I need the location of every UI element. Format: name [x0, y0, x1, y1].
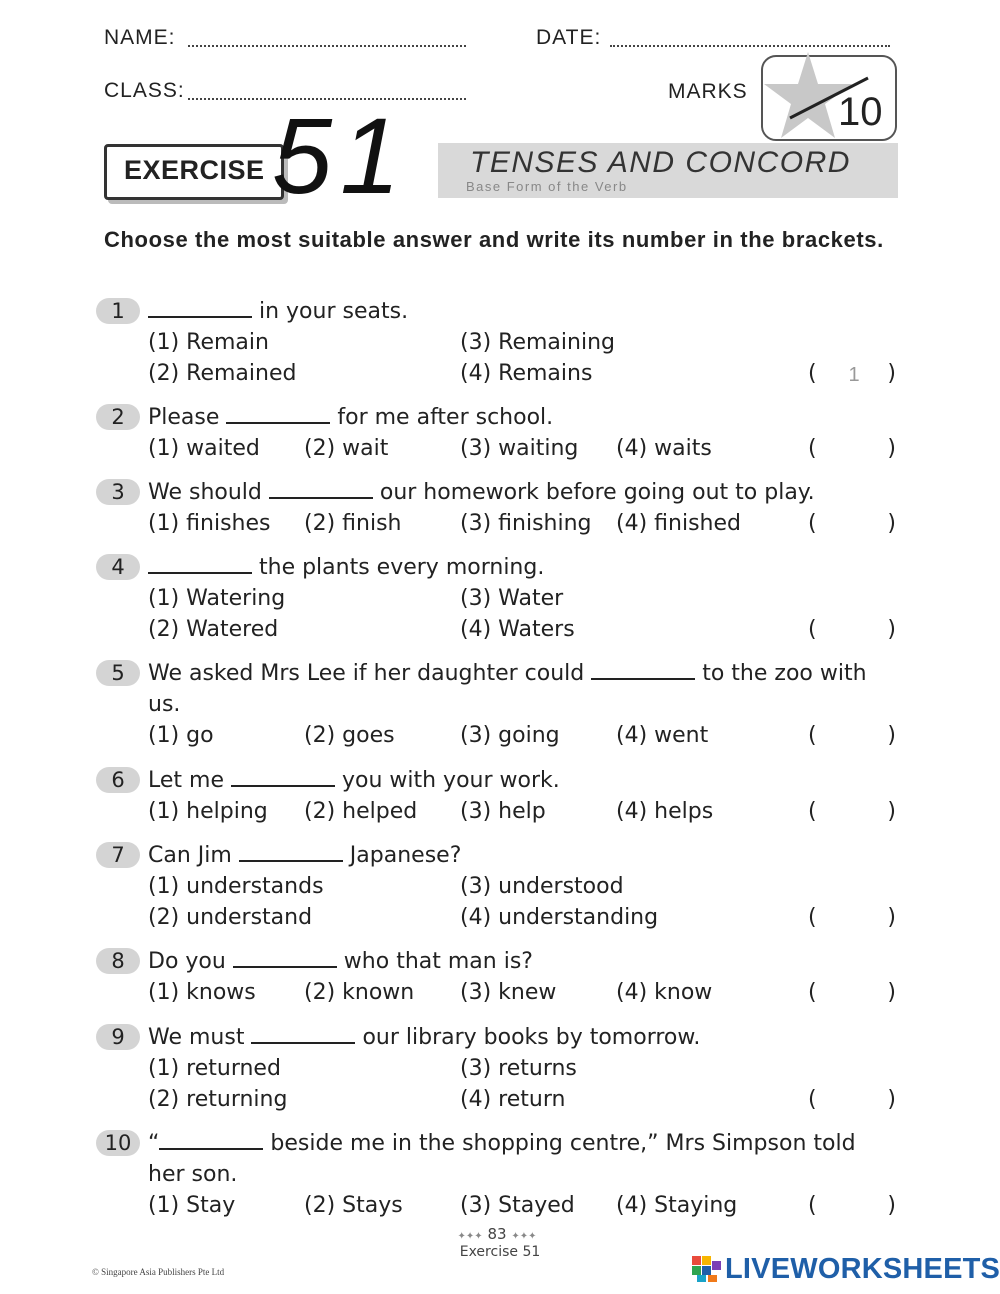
- option-3: (3) understood: [460, 874, 624, 899]
- question-text: [148, 840, 898, 871]
- option-4: (4) Waters: [460, 617, 575, 642]
- option-2: (2) understand: [148, 905, 313, 930]
- question-number: 9: [96, 1024, 140, 1050]
- question-text-before: We asked Mrs Lee if her daughter could: [148, 661, 592, 686]
- option-3: (3) waiting: [460, 436, 579, 461]
- answer-blank: [239, 842, 343, 862]
- question-number: 8: [96, 948, 140, 974]
- option-1: (1) returned: [148, 1056, 281, 1081]
- option-2: (2) finish: [304, 511, 402, 536]
- bracket-close: ): [887, 511, 896, 536]
- option-1: (1) waited: [148, 436, 260, 461]
- answer-blank: [226, 404, 330, 424]
- question-number: 7: [96, 842, 140, 868]
- option-1: (1) helping: [148, 799, 268, 824]
- option-1: (1) go: [148, 723, 214, 748]
- bracket-close: ): [887, 723, 896, 748]
- question-text-before: Can Jim: [148, 843, 239, 868]
- answer-input[interactable]: [822, 722, 886, 752]
- exercise-number: 51: [272, 95, 409, 216]
- marks-label: MARKS: [668, 80, 748, 103]
- option-3: (3) finishing: [460, 511, 592, 536]
- option-4: (4) return: [460, 1087, 566, 1112]
- page-number: [452, 1225, 542, 1243]
- question-text-after: who that man is?: [336, 949, 533, 974]
- page-ornament-right: ✦✦✦: [511, 1231, 537, 1242]
- page-ornament-left: ✦✦✦: [457, 1231, 483, 1242]
- question-text-after: in your seats.: [252, 299, 409, 324]
- option-4: (4) Remains: [460, 361, 593, 386]
- liveworksheets-logo[interactable]: [692, 1254, 1000, 1284]
- option-3: (3) help: [460, 799, 546, 824]
- bracket-close: ): [887, 436, 896, 461]
- option-4: (4) helps: [616, 799, 714, 824]
- answer-blank: [269, 479, 373, 499]
- option-1: (1) understands: [148, 874, 324, 899]
- question-text-after: beside me in the shopping centre,” Mrs Simpson told her son.: [148, 1131, 856, 1187]
- bracket-open: (: [808, 905, 817, 930]
- question-text-after: you with your work.: [334, 768, 560, 793]
- bracket-open: (: [808, 1087, 817, 1112]
- bracket-close: ): [887, 905, 896, 930]
- question-text-after: to the zoo with us.: [148, 661, 867, 717]
- question-text-before: We must: [148, 1025, 252, 1050]
- bracket-open: (: [808, 980, 817, 1005]
- question-text: [148, 765, 898, 796]
- answer-input[interactable]: [822, 798, 886, 828]
- option-1: (1) finishes: [148, 511, 271, 536]
- footer-exercise-ref: Exercise 51: [459, 1244, 541, 1260]
- answer-blank: [148, 554, 252, 574]
- question-number: 1: [96, 298, 140, 324]
- topic-subtitle: Base Form of the Verb: [466, 179, 628, 194]
- bracket-open: (: [808, 511, 817, 536]
- question-text: [148, 552, 898, 583]
- option-3: (3) Remaining: [460, 330, 615, 355]
- marks-total: 10: [838, 90, 883, 134]
- class-label: CLASS:: [104, 79, 185, 102]
- bracket-close: ): [887, 617, 896, 642]
- question-number: 2: [96, 404, 140, 430]
- bracket-open: (: [808, 723, 817, 748]
- liveworksheets-blocks-icon: [692, 1256, 722, 1282]
- answer-input[interactable]: [822, 979, 886, 1009]
- answer-blank: [231, 767, 335, 787]
- option-2: (2) helped: [304, 799, 418, 824]
- answer-input[interactable]: [822, 360, 886, 390]
- copyright-text: © Singapore Asia Publishers Pte Ltd: [92, 1267, 225, 1277]
- liveworksheets-brand: LIVEWORKSHEETS: [725, 1252, 1000, 1285]
- question-text: [148, 1022, 898, 1053]
- option-4: (4) Staying: [616, 1193, 738, 1218]
- option-3: (3) Water: [460, 586, 564, 611]
- question-text: [148, 946, 898, 977]
- name-label: NAME:: [104, 26, 176, 49]
- question-number: 10: [96, 1130, 140, 1156]
- question-text-after: the plants every morning.: [252, 555, 545, 580]
- option-3: (3) returns: [460, 1056, 577, 1081]
- question-text: [148, 402, 898, 433]
- bracket-close: ): [887, 980, 896, 1005]
- option-2: (2) Remained: [148, 361, 297, 386]
- question-text-after: our library books by tomorrow.: [355, 1025, 701, 1050]
- answer-blank: [148, 298, 252, 318]
- option-2: (2) Watered: [148, 617, 279, 642]
- option-2: (2) Stays: [304, 1193, 403, 1218]
- question-text-before: We should: [148, 480, 269, 505]
- option-1: (1) Remain: [148, 330, 269, 355]
- bracket-open: (: [808, 436, 817, 461]
- answer-blank: [251, 1024, 355, 1044]
- bracket-close: ): [887, 361, 896, 386]
- option-4: (4) went: [616, 723, 709, 748]
- bracket-close: ): [887, 1193, 896, 1218]
- option-4: (4) waits: [616, 436, 712, 461]
- question-text-before: Do you: [148, 949, 233, 974]
- option-2: (2) returning: [148, 1087, 288, 1112]
- option-3: (3) going: [460, 723, 560, 748]
- question-text: [148, 658, 898, 720]
- option-4: (4) understanding: [460, 905, 659, 930]
- answer-blank: [591, 660, 695, 680]
- question-text-after: for me after school.: [330, 405, 554, 430]
- question-text-after: Japanese?: [342, 843, 462, 868]
- question-text: [148, 1128, 898, 1190]
- answer-input[interactable]: [822, 1192, 886, 1222]
- option-1: (1) Watering: [148, 586, 286, 611]
- instruction-text: Choose the most suitable answer and write its number in the brackets.: [104, 227, 884, 252]
- answer-blank: [233, 948, 337, 968]
- option-2: (2) wait: [304, 436, 389, 461]
- date-field[interactable]: [610, 45, 890, 47]
- question-text-before: Let me: [148, 768, 231, 793]
- answer-input[interactable]: [822, 1086, 886, 1116]
- question-number: 5: [96, 660, 140, 686]
- question-number: 4: [96, 554, 140, 580]
- bracket-open: (: [808, 361, 817, 386]
- option-3: (3) Stayed: [460, 1193, 575, 1218]
- question-text-before: Please: [148, 405, 227, 430]
- answer-input[interactable]: [822, 435, 886, 465]
- question-text: [148, 477, 898, 508]
- question-text: [148, 296, 898, 327]
- answer-input[interactable]: [822, 616, 886, 646]
- answer-blank: [159, 1130, 263, 1150]
- option-2: (2) known: [304, 980, 415, 1005]
- date-label: DATE:: [536, 26, 602, 49]
- question-text-before: “: [148, 1131, 160, 1156]
- option-2: (2) goes: [304, 723, 395, 748]
- bracket-open: (: [808, 617, 817, 642]
- name-field[interactable]: [188, 45, 466, 47]
- answer-input[interactable]: [822, 510, 886, 540]
- bracket-open: (: [808, 799, 817, 824]
- exercise-label: EXERCISE: [124, 155, 265, 185]
- option-1: (1) knows: [148, 980, 256, 1005]
- bracket-close: ): [887, 799, 896, 824]
- question-text-after: our homework before going out to play.: [372, 480, 815, 505]
- option-1: (1) Stay: [148, 1193, 236, 1218]
- option-4: (4) finished: [616, 511, 741, 536]
- bracket-open: (: [808, 1193, 817, 1218]
- answer-input[interactable]: [822, 904, 886, 934]
- question-number: 6: [96, 767, 140, 793]
- bracket-close: ): [887, 1087, 896, 1112]
- option-3: (3) knew: [460, 980, 557, 1005]
- page-number-text: 83: [487, 1225, 507, 1243]
- topic-title: TENSES AND CONCORD: [470, 146, 851, 179]
- option-4: (4) know: [616, 980, 713, 1005]
- question-number: 3: [96, 479, 140, 505]
